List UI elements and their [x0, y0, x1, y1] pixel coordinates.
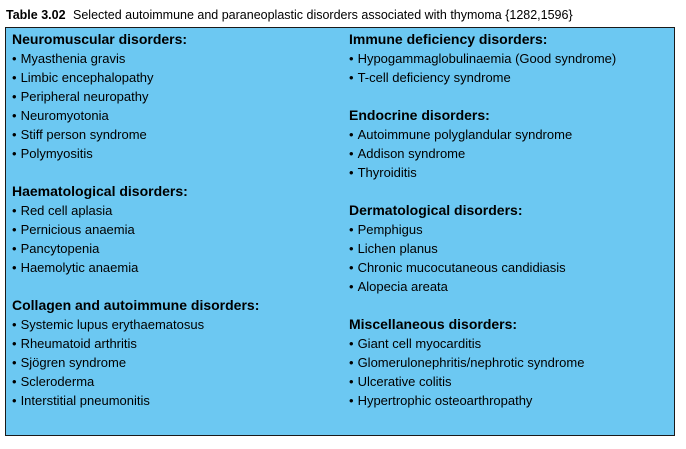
section-heading: Endocrine disorders:	[349, 107, 490, 123]
right-column	[349, 30, 669, 429]
list-item-label: Giant cell myocarditis	[357, 336, 482, 351]
list-item	[12, 144, 332, 163]
list-item	[349, 144, 669, 163]
list-item	[349, 391, 669, 410]
list-item-label: Sjögren syndrome	[20, 355, 127, 370]
list-item-label: Thyroiditis	[357, 165, 417, 180]
bullet-icon: •	[349, 336, 354, 351]
list-item	[349, 220, 669, 239]
bullet-icon: •	[12, 146, 17, 161]
table-title: Selected autoimmune and paraneoplastic disorders associated with thymoma {1282,1596}	[73, 8, 573, 22]
table-caption	[6, 5, 678, 25]
list-item	[349, 277, 669, 296]
bullet-icon: •	[12, 374, 17, 389]
section-collagen-and-autoimmune-disorders	[12, 296, 332, 410]
section-heading: Collagen and autoimmune disorders:	[12, 297, 260, 313]
bullet-icon: •	[349, 393, 354, 408]
bullet-icon: •	[349, 70, 354, 85]
list-item	[12, 201, 332, 220]
bullet-icon: •	[12, 355, 17, 370]
list-item-label: Haemolytic anaemia	[20, 260, 139, 275]
bullet-icon: •	[12, 70, 17, 85]
list-item-label: Rheumatoid arthritis	[20, 336, 137, 351]
list-item	[349, 68, 669, 87]
list-item	[349, 49, 669, 68]
list-item	[349, 239, 669, 258]
list-item	[12, 49, 332, 68]
list-item-label: Red cell aplasia	[20, 203, 113, 218]
list-item-label: Lichen planus	[357, 241, 438, 256]
bullet-icon: •	[349, 374, 354, 389]
bullet-icon: •	[349, 51, 354, 66]
list-item-label: T-cell deficiency syndrome	[357, 70, 511, 85]
list-item	[12, 315, 332, 334]
section-heading: Dermatological disorders:	[349, 202, 523, 218]
section-heading: Miscellaneous disorders:	[349, 316, 518, 332]
bullet-icon: •	[12, 393, 17, 408]
section-heading: Haematological disorders:	[12, 183, 188, 199]
bullet-icon: •	[349, 222, 354, 237]
bullet-icon: •	[12, 336, 17, 351]
list-item-label: Pernicious anaemia	[20, 222, 135, 237]
bullet-icon: •	[349, 241, 354, 256]
section-immune-deficiency-disorders	[349, 30, 669, 87]
list-item	[349, 258, 669, 277]
list-item	[349, 353, 669, 372]
section-miscellaneous-disorders	[349, 315, 669, 410]
bullet-icon: •	[12, 260, 17, 275]
list-item	[12, 106, 332, 125]
list-item	[12, 239, 332, 258]
bullet-icon: •	[12, 89, 17, 104]
left-column	[12, 30, 332, 429]
bullet-icon: •	[12, 127, 17, 142]
list-item	[12, 68, 332, 87]
bullet-icon: •	[12, 222, 17, 237]
list-item-label: Alopecia areata	[357, 279, 448, 294]
bullet-icon: •	[349, 260, 354, 275]
list-item-label: Pemphigus	[357, 222, 423, 237]
section-heading: Immune deficiency disorders:	[349, 31, 548, 47]
table-panel	[5, 27, 675, 436]
list-item-label: Glomerulonephritis/nephrotic syndrome	[357, 355, 585, 370]
list-item-label: Autoimmune polyglandular syndrome	[357, 127, 573, 142]
bullet-icon: •	[349, 279, 354, 294]
bullet-icon: •	[12, 241, 17, 256]
list-item	[349, 334, 669, 353]
list-item	[12, 220, 332, 239]
section-heading: Neuromuscular disorders:	[12, 31, 188, 47]
list-item-label: Addison syndrome	[357, 146, 466, 161]
bullet-icon: •	[349, 165, 354, 180]
list-item-label: Interstitial pneumonitis	[20, 393, 150, 408]
list-item-label: Stiff person syndrome	[20, 127, 147, 142]
list-item	[12, 334, 332, 353]
list-item-label: Myasthenia gravis	[20, 51, 126, 66]
section-endocrine-disorders	[349, 106, 669, 182]
bullet-icon: •	[12, 203, 17, 218]
list-item-label: Ulcerative colitis	[357, 374, 452, 389]
bullet-icon: •	[349, 146, 354, 161]
list-item	[349, 163, 669, 182]
list-item-label: Scleroderma	[20, 374, 95, 389]
section-neuromuscular-disorders	[12, 30, 332, 163]
list-item	[12, 372, 332, 391]
section-haematological-disorders	[12, 182, 332, 277]
list-item-label: Chronic mucocutaneous candidiasis	[357, 260, 566, 275]
list-item-label: Peripheral neuropathy	[20, 89, 149, 104]
bullet-icon: •	[349, 355, 354, 370]
list-item-label: Hypogammaglobulinaemia (Good syndrome)	[357, 51, 617, 66]
list-item	[12, 125, 332, 144]
list-item-label: Systemic lupus erythaematosus	[20, 317, 205, 332]
list-item-label: Pancytopenia	[20, 241, 100, 256]
table-number: Table 3.02	[6, 8, 66, 22]
list-item	[349, 372, 669, 391]
list-item	[12, 258, 332, 277]
bullet-icon: •	[12, 317, 17, 332]
bullet-icon: •	[12, 51, 17, 66]
list-item-label: Limbic encephalopathy	[20, 70, 154, 85]
list-item	[12, 391, 332, 410]
list-item-label: Polymyositis	[20, 146, 93, 161]
list-item	[12, 353, 332, 372]
bullet-icon: •	[12, 108, 17, 123]
bullet-icon: •	[349, 127, 354, 142]
section-dermatological-disorders	[349, 201, 669, 296]
list-item	[12, 87, 332, 106]
list-item-label: Neuromyotonia	[20, 108, 109, 123]
list-item	[349, 125, 669, 144]
list-item-label: Hypertrophic osteoarthropathy	[357, 393, 533, 408]
